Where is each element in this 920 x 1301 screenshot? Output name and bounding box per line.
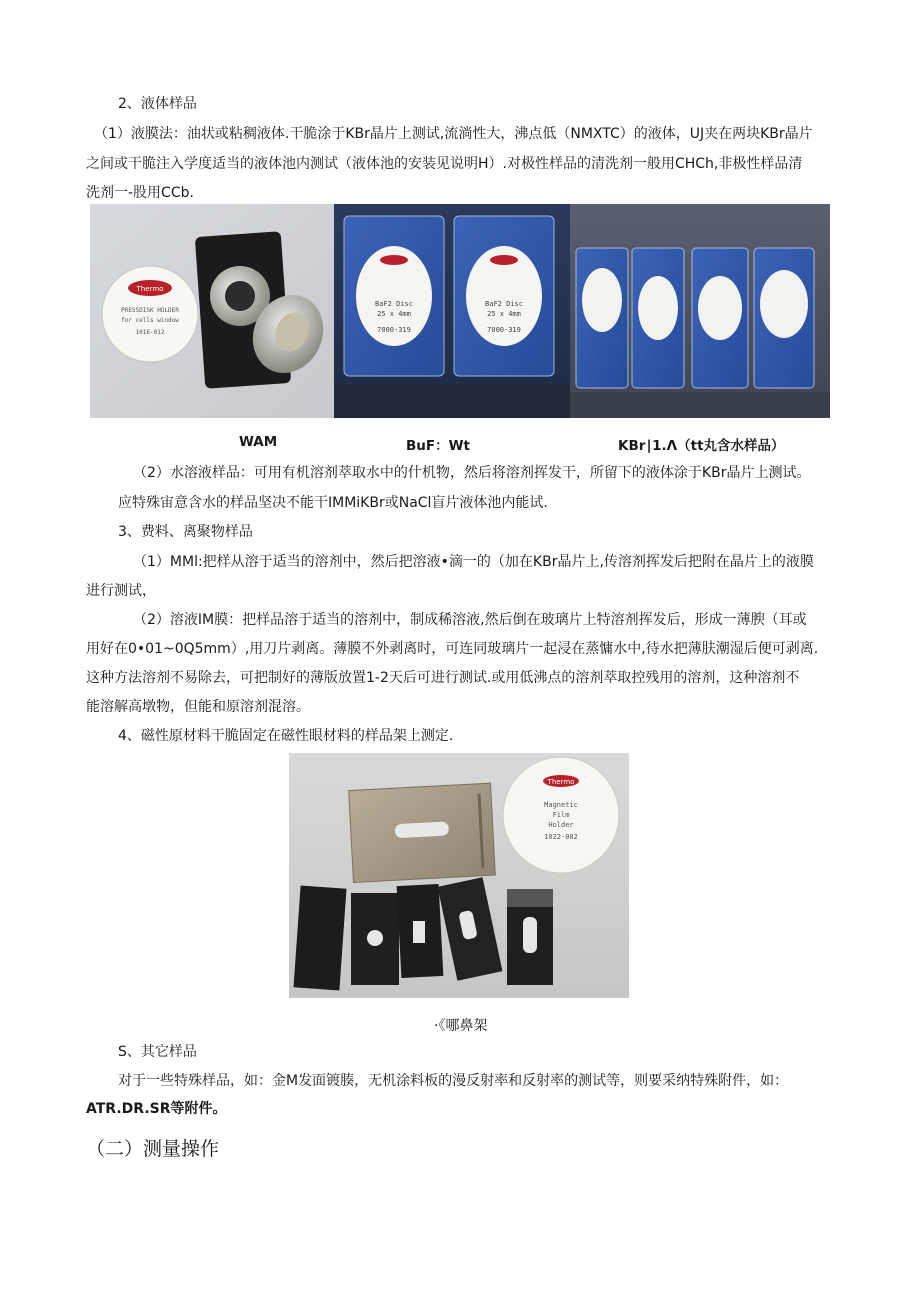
figure-caption: BuF：Wt bbox=[406, 438, 470, 454]
svg-text:Film: Film bbox=[552, 811, 570, 819]
svg-text:BaF2 Disc: BaF2 Disc bbox=[485, 300, 523, 308]
figure-caption: ·《哪鼻架 bbox=[434, 1018, 488, 1034]
paragraph-line: （1）MMl:把样从溶于适当的溶剂中，然后把溶液•滴一的（加在KBr晶片上,传溶剂挥发后把附在晶片上的液膜 bbox=[133, 554, 814, 570]
svg-text:1022-002: 1022-002 bbox=[544, 833, 578, 841]
photo-holder-ring bbox=[90, 204, 336, 418]
svg-text:Thermo: Thermo bbox=[547, 778, 575, 786]
paragraph-line: 对于一些特殊样品，如：金M发面镀腠，无机涂料板的漫反射率和反射率的测试等，则要采纳特殊附件，如： bbox=[118, 1073, 789, 1089]
paragraph-line: （2）水溶液样品：可用有机溶剂萃取水中的什机物，然后将溶剂挥发干，所留下的液体涂于KBr晶片上测试。 bbox=[133, 465, 811, 481]
paragraph-line: 用好在0•01~0Q5mm）,用刀片剥离。薄膜不外剥离时，可连同玻璃片一起浸在蒸慵水中,待水把薄肤潮湿后便可剥离. bbox=[86, 641, 819, 657]
svg-text:25 x 4mm: 25 x 4mm bbox=[487, 310, 521, 318]
svg-text:7000-319: 7000-319 bbox=[487, 326, 521, 334]
svg-text:1016-012: 1016-012 bbox=[135, 329, 165, 336]
figure-caption: KBr∣1.Λ（tt丸含水样品） bbox=[618, 438, 785, 454]
svg-text:Holder: Holder bbox=[548, 821, 574, 829]
paragraph-line: （2）溶液IM膜：把样品溶于适当的溶剂中，制成稀溶液,然后倒在玻璃片上特溶剂挥发后，形成一薄腴（耳或 bbox=[133, 612, 807, 628]
svg-text:PRESSDISK HOLDER: PRESSDISK HOLDER bbox=[121, 307, 179, 314]
paragraph-line: 能溶解高墩物，但能和原溶剂混溶。 bbox=[86, 699, 310, 715]
paragraph-line: 洗剂一-股用CCb. bbox=[86, 185, 194, 201]
svg-text:7000-319: 7000-319 bbox=[377, 326, 411, 334]
figure-caption: WAM bbox=[239, 434, 278, 450]
photo-kbr-discs bbox=[570, 204, 830, 418]
figure-magnetic-holder bbox=[289, 753, 629, 998]
svg-text:for cells window: for cells window bbox=[121, 317, 179, 324]
photo-baf2-discs bbox=[334, 204, 570, 418]
paragraph-line: 之间或干脆注入学度适当的液体池内测试（液体池的安装见说明H）.对极性样品的清洗剂一般用CHCh,非极性样品清 bbox=[86, 156, 803, 172]
paragraph-line: （1）液膜法：油状或粘稠液体.干脆涂于KBr晶片上测试,流淌性大，沸点低（NMXTC）的液体，UJ夹在两块KBr晶片 bbox=[94, 126, 813, 142]
paragraph-line: ATR.DR.SR等附件。 bbox=[86, 1101, 227, 1117]
svg-text:Magnetic: Magnetic bbox=[544, 801, 578, 809]
svg-text:BaF2 Disc: BaF2 Disc bbox=[375, 300, 413, 308]
section-5-heading: S、其它样品 bbox=[118, 1044, 197, 1060]
section-3-heading: 3、费料、离聚物样品 bbox=[118, 524, 253, 540]
section-2-heading: 2、液体样品 bbox=[118, 96, 197, 112]
paragraph-line: 应特殊宙意含水的样品坚决不能干IMMiKBr或NaCl盲片液体池内能试. bbox=[118, 495, 548, 511]
svg-text:25 x 4mm: 25 x 4mm bbox=[377, 310, 411, 318]
paragraph-line: 这种方法溶剂不易除去，可把制好的薄版放置1-2天后可进行测试.或用低沸点的溶剂萃取控残用的溶剂，这种溶剂不 bbox=[86, 670, 800, 686]
paragraph-line: 进行测试， bbox=[86, 583, 156, 599]
part-heading: （二）测量操作 bbox=[86, 1138, 220, 1160]
section-4-heading: 4、磁性原材料干脆固定在磁性眼材料的样品架上测定. bbox=[118, 728, 454, 744]
figure-liquid-cells bbox=[90, 204, 830, 418]
thermo-logo-text: Thermo bbox=[136, 285, 164, 293]
